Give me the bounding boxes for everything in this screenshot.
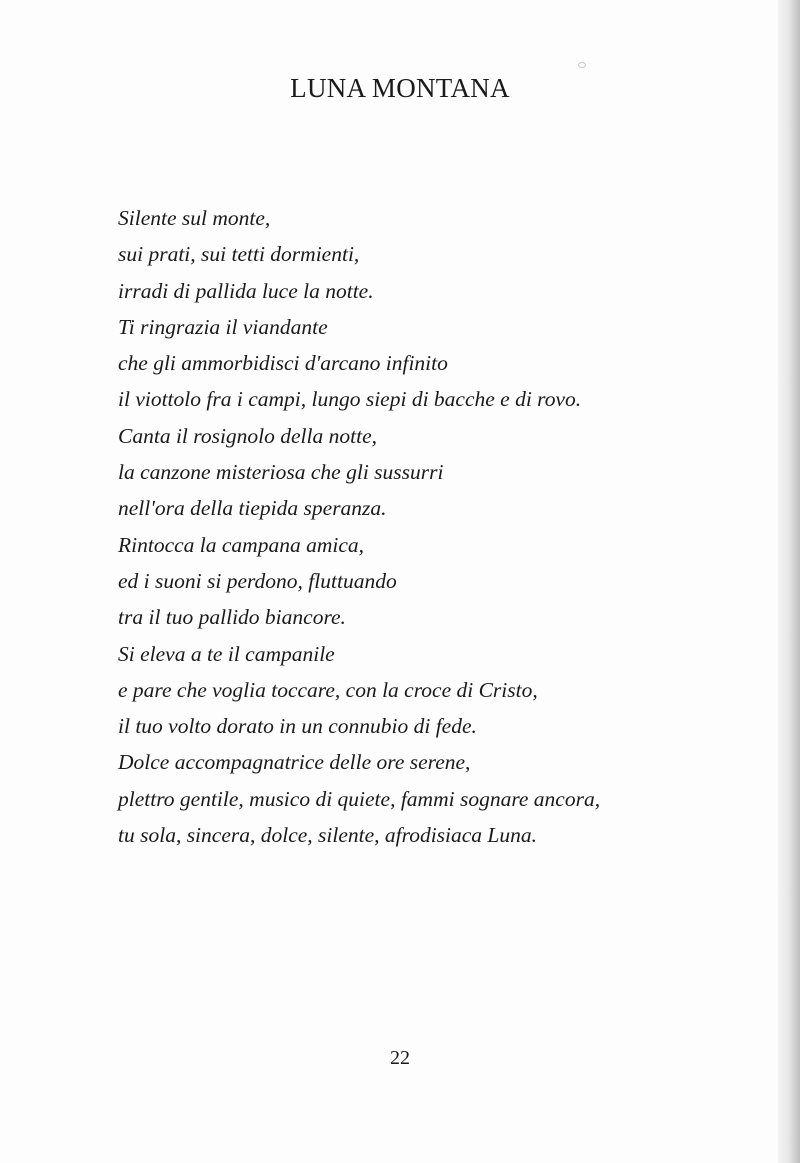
poem-line: e pare che voglia toccare, con la croce di Cristo, <box>118 677 538 702</box>
poem-title: LUNA MONTANA <box>290 73 510 103</box>
poem-line: la canzone misteriosa che gli sussurri <box>118 460 444 485</box>
page-edge-shadow <box>778 0 800 1163</box>
paper-speck <box>578 62 586 68</box>
poem-body <box>118 200 758 853</box>
poem-line: tra il tuo pallido biancore. <box>118 605 346 630</box>
poem-line: il tuo volto dorato in un connubio di fede. <box>118 714 477 739</box>
poem-line: tu sola, sincera, dolce, silente, afrodisiaca Luna. <box>118 823 538 848</box>
poem-line: sui prati, sui tetti dormienti, <box>118 242 360 267</box>
poem-line: Ti ringrazia il viandante <box>118 314 328 339</box>
poem-line: Si eleva a te il campanile <box>118 641 335 666</box>
poem-line: il viottolo fra i campi, lungo siepi di bacche e di rovo. <box>118 387 582 412</box>
poem-line: ed i suoni si perdono, fluttuando <box>118 568 397 593</box>
poem-line: Canta il rosignolo della notte, <box>118 423 377 448</box>
page-number: 22 <box>390 1047 410 1069</box>
poem-line: nell'ora della tiepida speranza. <box>118 496 387 521</box>
poem-line: che gli ammorbidisci d'arcano infinito <box>118 351 448 376</box>
poem-line: Dolce accompagnatrice delle ore serene, <box>118 750 471 775</box>
poem-line: Silente sul monte, <box>118 206 271 230</box>
poem-line: irradi di pallida luce la notte. <box>118 278 374 303</box>
poem-line: plettro gentile, musico di quiete, fammi sognare ancora, <box>118 786 601 811</box>
poem-line: Rintocca la campana amica, <box>118 532 365 557</box>
